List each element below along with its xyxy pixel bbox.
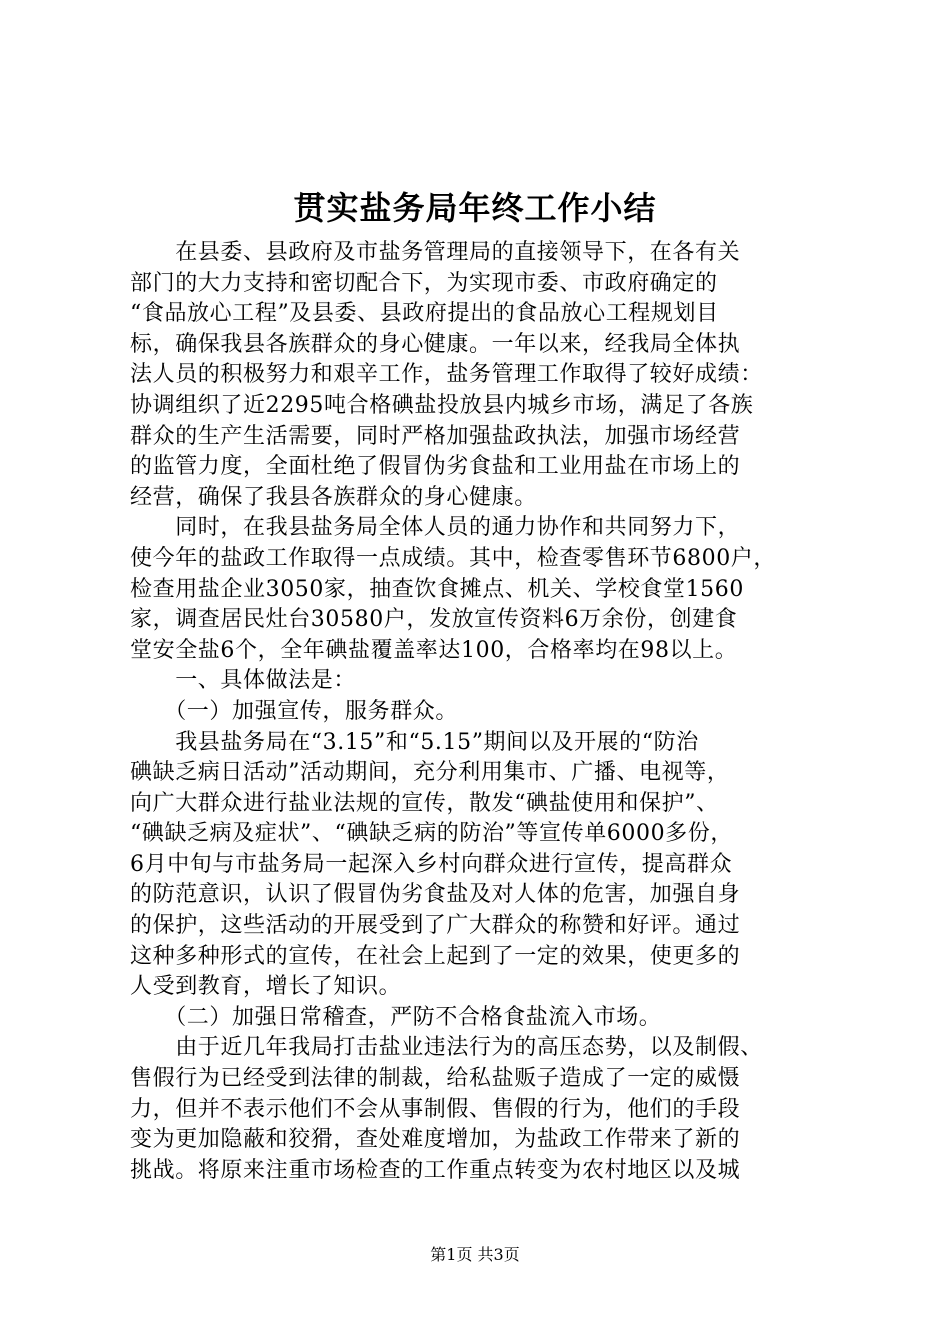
body-line: “碘缺乏病及症状”、“碘缺乏病的防治”等宣传单6000多份， <box>130 821 733 847</box>
document-body <box>130 238 830 1186</box>
body-line: 堂安全盐6个，全年碘盐覆盖率达100，合格率均在98以上。 <box>130 637 738 663</box>
body-line: 的保护，这些活动的开展受到了广大群众的称赞和好评。通过 <box>130 913 741 939</box>
page-footer: 第1页 共3页 <box>430 1245 520 1264</box>
section-heading: 一、具体做法是： <box>130 668 357 694</box>
body-line: “食品放心工程”及县委、县政府提出的食品放心工程规划目 <box>130 301 719 327</box>
body-line: 家，调查居民灶台30580户，发放宣传资料6万余份，创建食 <box>130 607 738 633</box>
body-line: 法人员的积极努力和艰辛工作，盐务管理工作取得了较好成绩： <box>130 362 763 388</box>
body-line: 力，但并不表示他们不会从事制假、售假的行为，他们的手段 <box>130 1096 741 1122</box>
body-line: 售假行为已经受到法律的制裁，给私盐贩子造成了一定的威慑 <box>130 1066 741 1092</box>
document-title: 贯实盐务局年终工作小结 <box>293 189 657 227</box>
body-line: 的防范意识，认识了假冒伪劣食盐及对人体的危害，加强自身 <box>130 882 741 908</box>
body-line: 6月中旬与市盐务局一起深入乡村向群众进行宣传，提高群众 <box>130 851 733 877</box>
body-line: 向广大群众进行盐业法规的宣传，散发“碘盐使用和保护”、 <box>130 790 719 816</box>
body-line: 这种多种形式的宣传，在社会上起到了一定的效果，使更多的 <box>130 943 741 969</box>
body-line: 同时，在我县盐务局全体人员的通力协作和共同努力下， <box>130 515 741 541</box>
body-line: 由于近几年我局打击盐业违法行为的高压态势，以及制假、 <box>130 1035 763 1061</box>
body-line: 检查用盐企业3050家，抽查饮食摊点、机关、学校食堂1560 <box>130 576 744 602</box>
body-line: 我县盐务局在“3.15”和“5.15”期间以及开展的“防治 <box>130 729 699 755</box>
body-line: 群众的生产生活需要，同时严格加强盐政执法，加强市场经营 <box>130 423 741 449</box>
body-line: 的监管力度，全面杜绝了假冒伪劣食盐和工业用盐在市场上的 <box>130 454 741 480</box>
body-line: 挑战。将原来注重市场检查的工作重点转变为农村地区以及城 <box>130 1157 741 1183</box>
subsection-heading: （二）加强日常稽查，严防不合格食盐流入市场。 <box>130 1004 662 1030</box>
body-line: 部门的大力支持和密切配合下，为实现市委、市政府确定的 <box>130 270 718 296</box>
body-line: 经营，确保了我县各族群众的身心健康。 <box>130 484 537 510</box>
body-line: 碘缺乏病日活动”活动期间，充分利用集市、广播、电视等， <box>130 760 730 786</box>
subsection-heading: （一）加强宣传，服务群众。 <box>130 698 459 724</box>
body-line: 标，确保我县各族群众的身心健康。一年以来，经我局全体执 <box>130 331 741 357</box>
body-line: 协调组织了近2295吨合格碘盐投放县内城乡市场，满足了各族 <box>130 392 754 418</box>
body-line: 在县委、县政府及市盐务管理局的直接领导下，在各有关 <box>130 240 741 265</box>
body-line: 变为更加隐蔽和狡猾，查处难度增加，为盐政工作带来了新的 <box>130 1127 741 1153</box>
body-line: 人受到教育，增长了知识。 <box>130 974 402 1000</box>
body-line: 使今年的盐政工作取得一点成绩。其中，检查零售环节6800户， <box>130 545 776 571</box>
